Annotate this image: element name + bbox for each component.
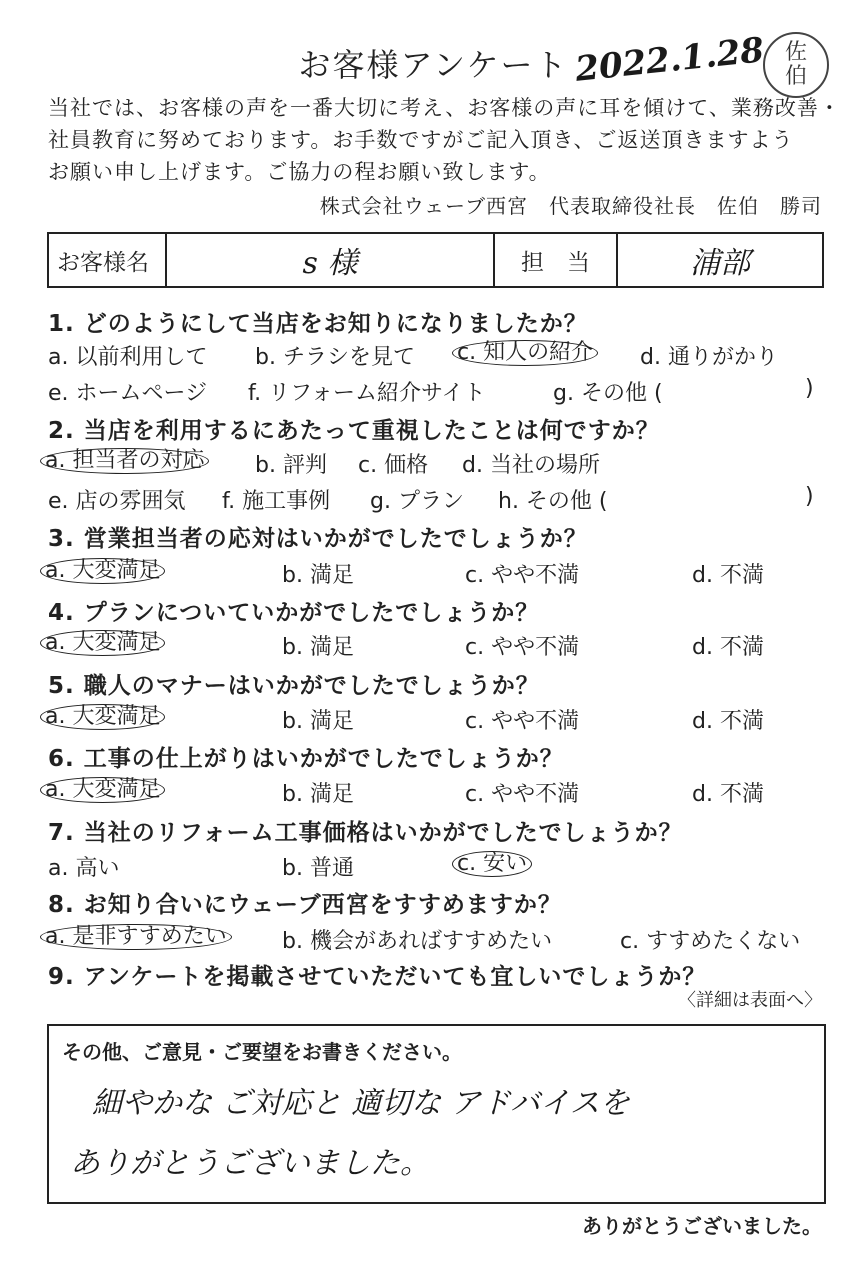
option: b. 満足: [282, 709, 354, 734]
option: b. 評判: [255, 453, 327, 478]
option: b. 満足: [282, 635, 354, 660]
option: b. 普通: [282, 856, 354, 881]
option-selected: a. 大変満足: [40, 704, 165, 730]
question-6: 6. 工事の仕上がりはいかがでしたでしょうか？: [48, 746, 564, 772]
option-selected: a. 是非すすめたい: [40, 924, 232, 950]
intro-line: 当社では、お客様の声を一番大切に考え、お客様の声に耳を傾けて、業務改善・: [48, 96, 841, 120]
staff-value: 浦部: [617, 233, 823, 287]
option: c. すすめたくない: [620, 929, 801, 954]
seal-char: 佐: [784, 40, 807, 65]
option: ): [805, 484, 814, 509]
comment-box-heading: その他、ご意見・ご要望をお書きください。: [62, 1040, 462, 1064]
approval-seal: [763, 32, 829, 98]
survey-title: お客様アンケート: [298, 46, 569, 84]
option: c. やや不満: [465, 709, 580, 734]
handwritten-comment: ありがとうございました。: [70, 1146, 430, 1181]
option-selected: a. 担当者の対応: [40, 448, 209, 474]
option: e. 店の雰囲気: [48, 489, 186, 514]
closing-thanks: ありがとうございました。: [582, 1214, 822, 1238]
handwritten-date: 2022.1.28: [573, 30, 766, 90]
option: d. 不満: [692, 709, 764, 734]
staff-label: 担 当: [494, 233, 617, 287]
question-8: 8. お知り合いにウェーブ西宮をすすめますか？: [48, 892, 562, 918]
handwritten-comment: 細やかな ご対応と 適切な アドバイスを: [92, 1086, 630, 1121]
customer-name-label: お客様名: [48, 233, 166, 287]
intro-line: お願い申し上げます。ご協力の程お願い致します。: [48, 160, 551, 184]
question-1: 1. どのようにして当店をお知りになりましたか？: [48, 311, 588, 337]
option: g. プラン: [370, 489, 464, 514]
option-selected: a. 大変満足: [40, 558, 165, 584]
option-selected: a. 大変満足: [40, 630, 165, 656]
option: d. 不満: [692, 563, 764, 588]
option: c. 価格: [358, 453, 429, 478]
option: c. やや不満: [465, 635, 580, 660]
option: a. 高い: [48, 856, 120, 881]
company-signature: 株式会社ウェーブ西宮 代表取締役社長 佐伯 勝司: [319, 194, 822, 218]
option: d. 不満: [692, 635, 764, 660]
option: d. 通りがかり: [640, 345, 778, 370]
option: d. 不満: [692, 782, 764, 807]
option: b. チラシを見て: [255, 345, 415, 370]
option: d. 当社の場所: [462, 453, 600, 478]
option: f. リフォーム紹介サイト: [248, 381, 486, 406]
option: b. 満足: [282, 782, 354, 807]
option: b. 機会があればすすめたい: [282, 929, 553, 954]
question-5: 5. 職人のマナーはいかがでしたでしょうか？: [48, 673, 540, 699]
customer-name-value: s 様: [166, 233, 494, 287]
option-selected: c. 知人の紹介: [452, 340, 598, 366]
option: b. 満足: [282, 563, 354, 588]
option: ): [805, 376, 814, 401]
option: h. その他 (: [498, 489, 608, 514]
option: a. 以前利用して: [48, 345, 208, 370]
option-selected: a. 大変満足: [40, 777, 165, 803]
option: c. やや不満: [465, 563, 580, 588]
detail-note: 〈詳細は表面へ〉: [678, 990, 822, 1011]
question-9: 9. アンケートを掲載させていただいても宜しいでしょうか？: [48, 964, 707, 990]
customer-table: [47, 232, 824, 288]
option: c. やや不満: [465, 782, 580, 807]
option: f. 施工事例: [222, 489, 331, 514]
question-2: 2. 当店を利用するにあたって重視したことは何ですか？: [48, 418, 660, 444]
question-7: 7. 当社のリフォーム工事価格はいかがでしたでしょうか？: [48, 820, 683, 846]
intro-line: 社員教育に努めております。お手数ですがご記入頂き、ご返送頂きますよう: [48, 128, 794, 152]
seal-char: 伯: [784, 64, 807, 89]
option: e. ホームページ: [48, 381, 208, 406]
option-selected: c. 安い: [452, 851, 532, 877]
question-3: 3. 営業担当者の応対はいかがでしたでしょうか？: [48, 526, 588, 552]
option: g. その他 (: [553, 381, 663, 406]
question-4: 4. プランについていかがでしたでしょうか？: [48, 600, 540, 626]
